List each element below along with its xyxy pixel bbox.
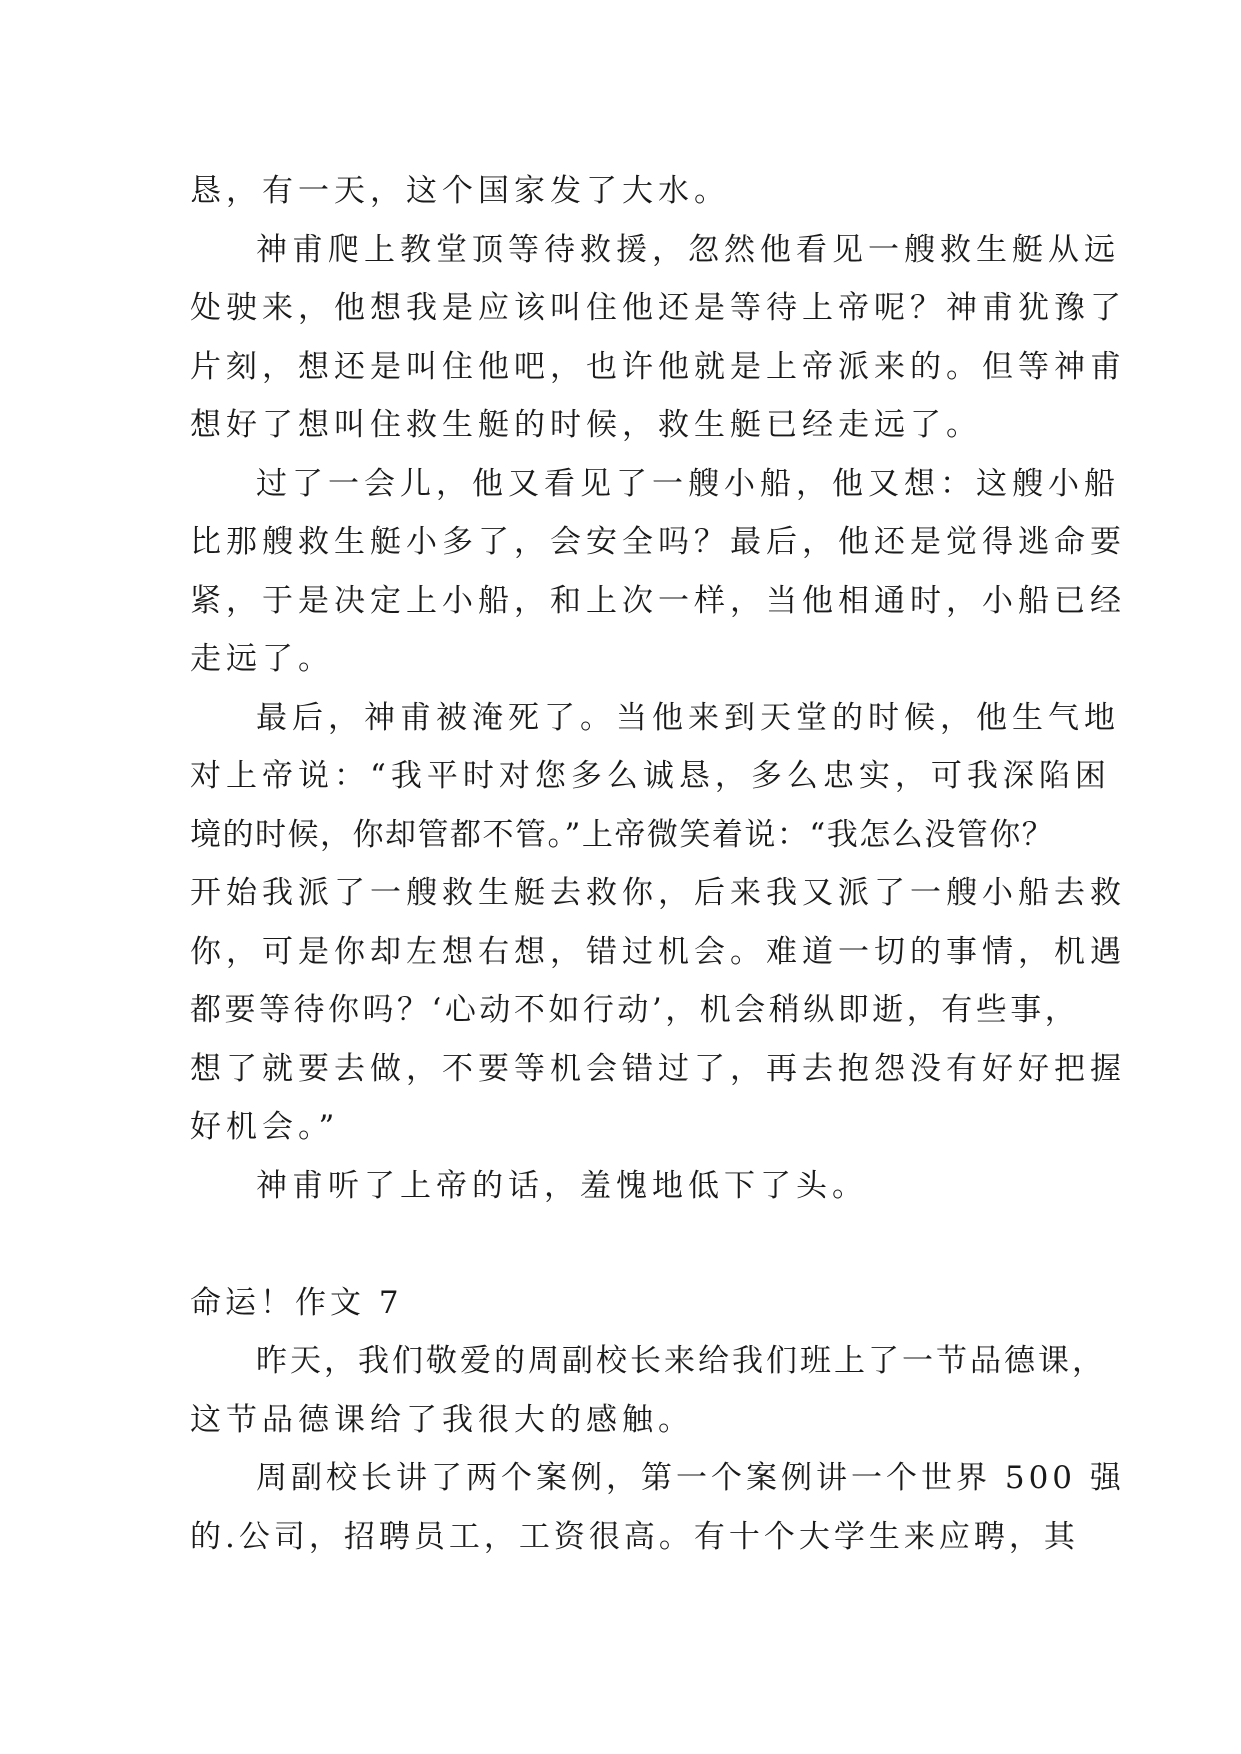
text-line: 神甫听了上帝的话，羞愧地低下了头。 <box>256 1167 868 1204</box>
section-heading: 命运！作文 7 <box>190 1284 403 1321</box>
text-line: 恳，有一天，这个国家发了大水。 <box>190 173 730 209</box>
text-line: 紧，于是决定上小船，和上次一样，当他相通时，小船已经 <box>190 582 1126 619</box>
text-line: 都要等待你吗？‘心动不如行动’，机会稍纵即逝，有些事， <box>190 992 1080 1028</box>
text-line: 境的时候，你却管都不管。”上帝微笑着说：“我怎么没管你？ <box>190 816 1055 853</box>
text-line: 走远了。 <box>190 641 334 677</box>
text-line: 过了一会儿，他又看见了一艘小船，他又想：这艘小船 <box>256 465 1120 502</box>
text-line: 好机会。” <box>190 1109 340 1145</box>
text-line: 开始我派了一艘救生艇去救你，后来我又派了一艘小船去救 <box>190 875 1126 911</box>
text-line: 你，可是你却左想右想，错过机会。难道一切的事情，机遇 <box>190 933 1126 970</box>
document-page <box>190 162 1126 1566</box>
text-line: 这节品德课给了我很大的感触。 <box>190 1401 694 1438</box>
text-line: 周副校长讲了两个案例，第一个案例讲一个世界 500 强 <box>256 1460 1125 1496</box>
text-line: 片刻，想还是叫住他吧，也许他就是上帝派来的。但等神甫 <box>190 348 1126 385</box>
text-line: 想好了想叫住救生艇的时候，救生艇已经走远了。 <box>190 407 982 443</box>
blank-line <box>190 1215 1070 1274</box>
text-line: 昨天，我们敬爱的周副校长来给我们班上了一节品德课， <box>256 1343 1106 1379</box>
text-line: 处驶来，他想我是应该叫住他还是等待上帝呢？神甫犹豫了 <box>190 290 1126 326</box>
text-line: 对上帝说：“我平时对您多么诚恳，多么忠实，可我深陷困 <box>190 758 1111 794</box>
text-line: 神甫爬上教堂顶等待救援，忽然他看见一艘救生艇从远 <box>256 231 1120 268</box>
text-line: 想了就要去做，不要等机会错过了，再去抱怨没有好好把握 <box>190 1050 1126 1087</box>
text-line: 最后，神甫被淹死了。当他来到天堂的时候，他生气地 <box>256 699 1120 736</box>
text-line: 比那艘救生艇小多了，会安全吗？最后，他还是觉得逃命要 <box>190 524 1126 560</box>
text-line: 的.公司，招聘员工，工资很高。有十个大学生来应聘，其 <box>190 1518 1079 1555</box>
